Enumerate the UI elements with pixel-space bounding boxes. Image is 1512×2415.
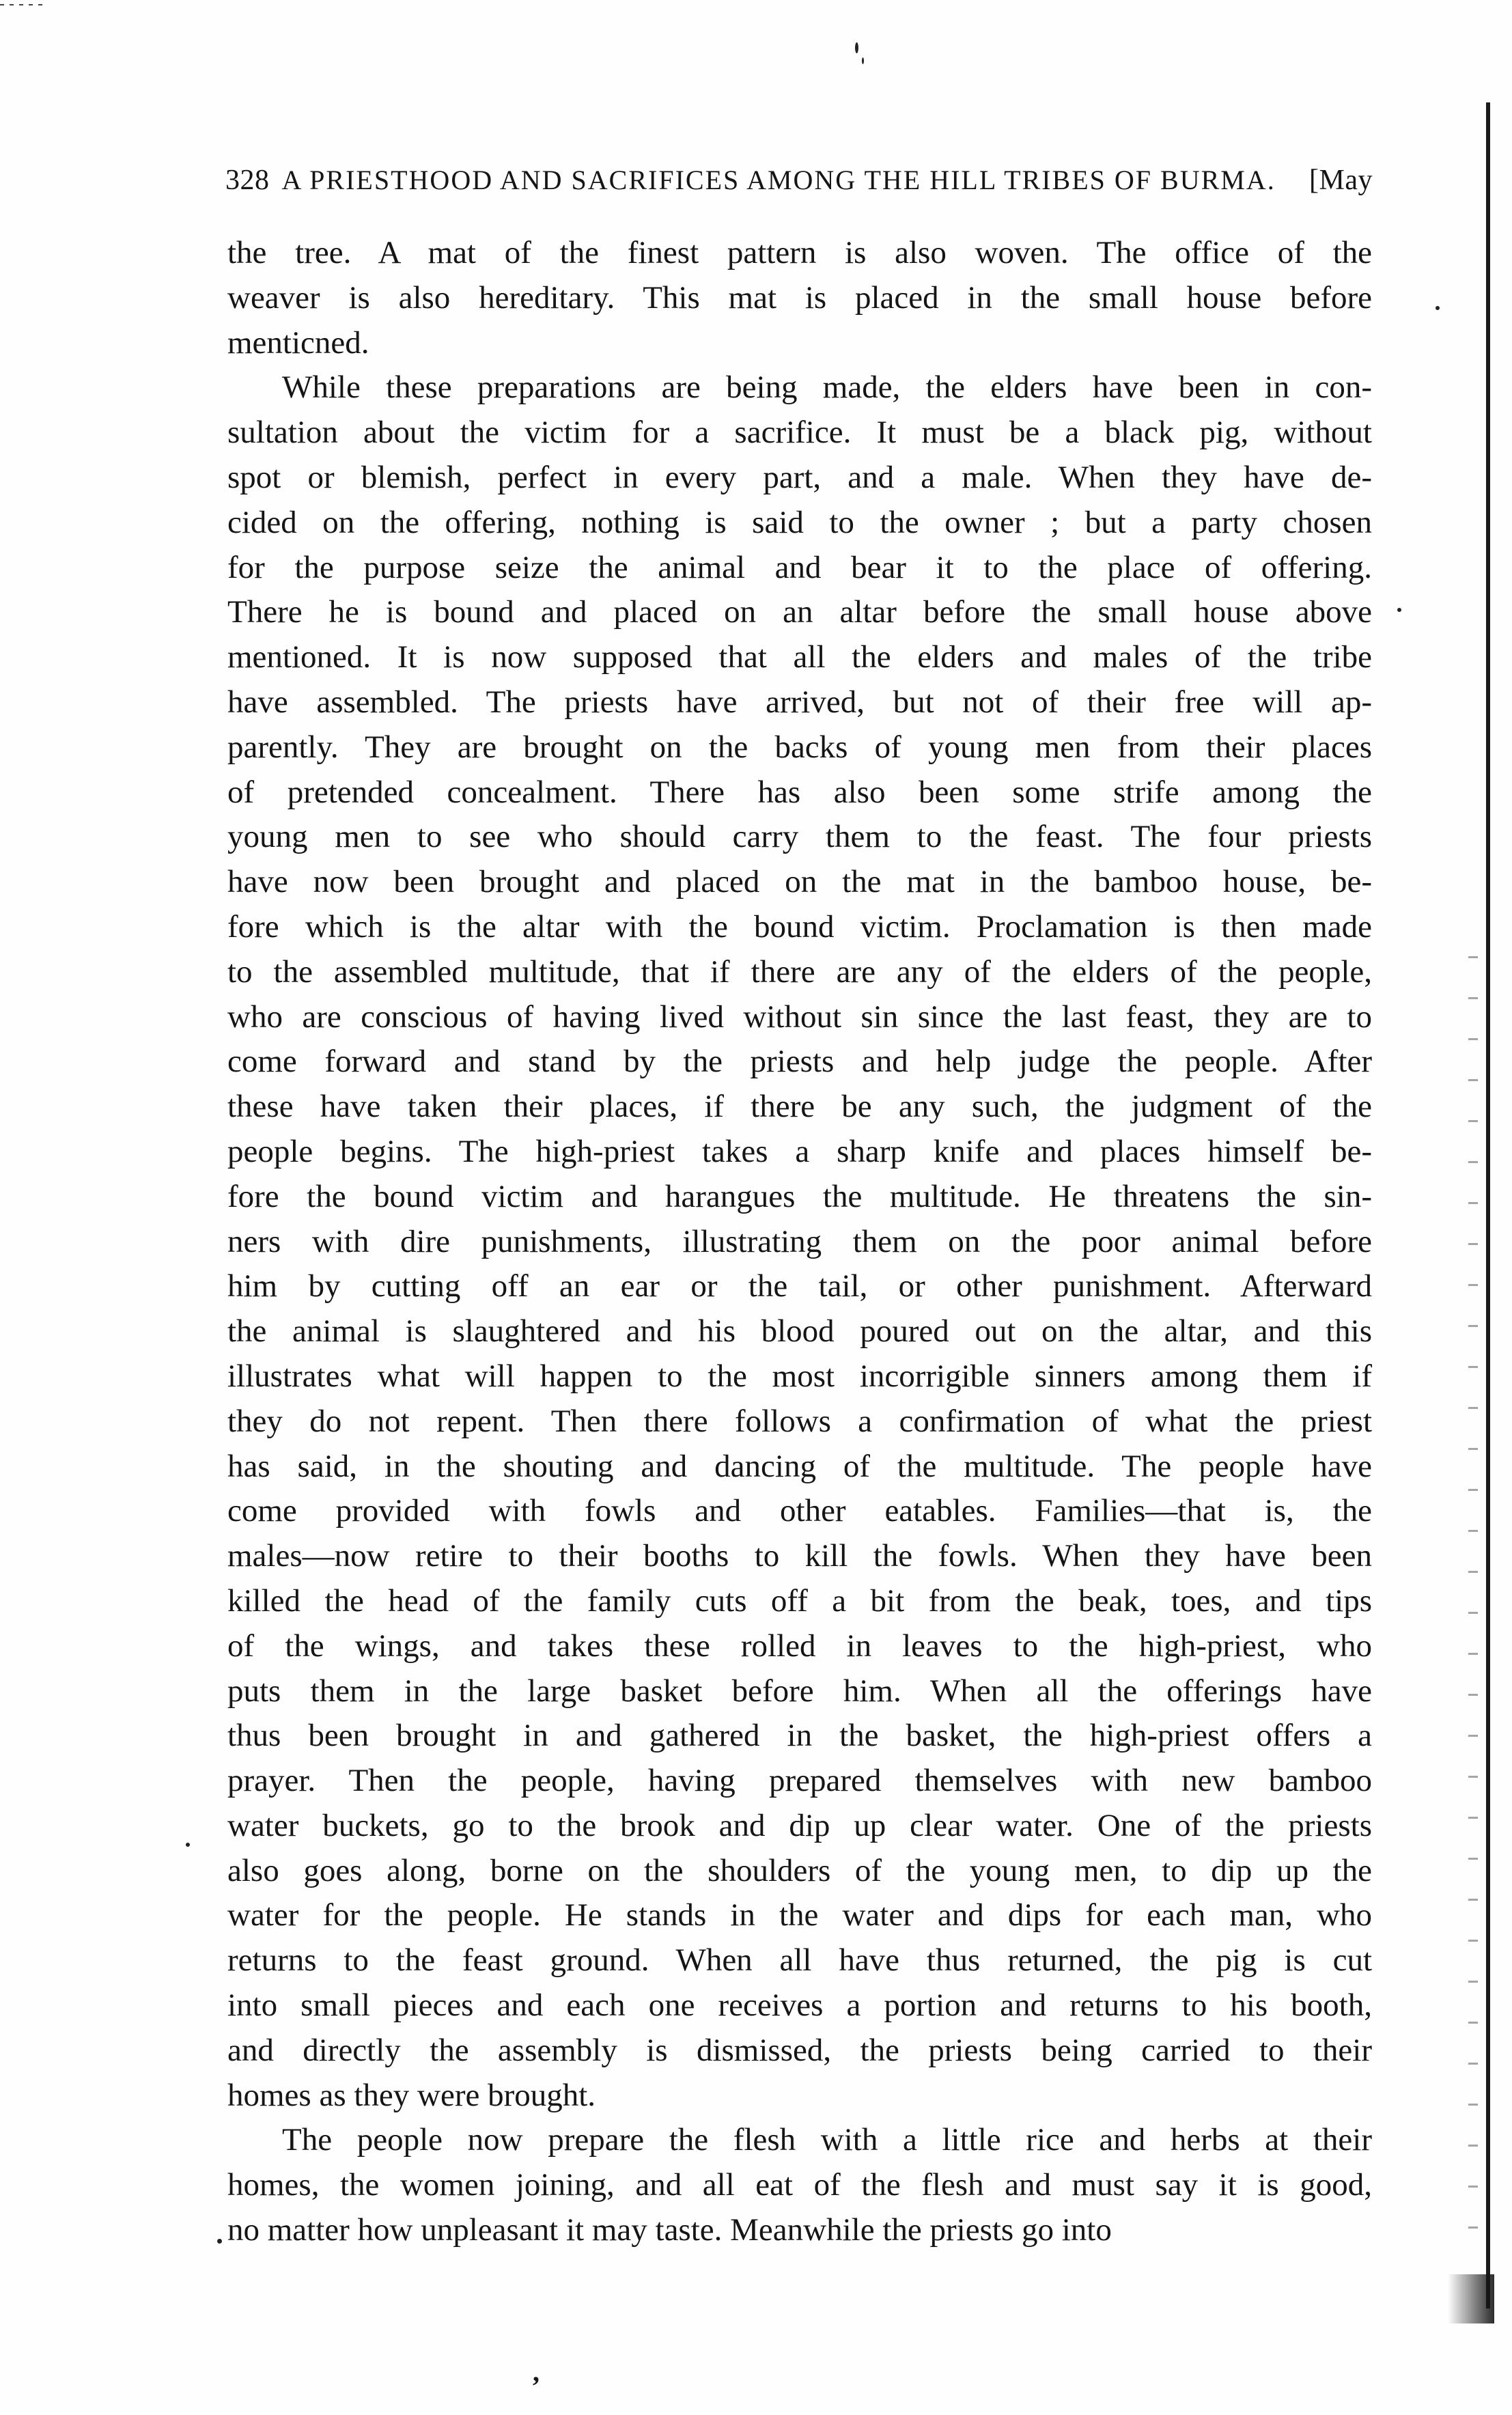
text-line: There he is bound and placed on an altar before the small house above [227,594,1372,630]
article-body [227,231,1372,2253]
text-line: these have taken their places, if there be any such, the judgment of the [227,1089,1372,1125]
scan-speck [1397,608,1401,612]
text-line: come forward and stand by the priests and help judge the people. After [227,1044,1372,1080]
text-line: who are conscious of having lived without sin since the last feast, they are to [227,999,1372,1035]
text-line: also goes along, borne on the shoulders of the young men, to dip up the [227,1852,1372,1888]
paragraph [227,2118,1372,2252]
text-line: homes as they were brought. [227,2077,596,2113]
scan-speck [862,57,864,64]
binding-edge-ticks [1468,956,1478,2254]
text-line: sultation about the victim for a sacrifice. It must be a black pig, without [227,415,1372,451]
text-line: puts them in the large basket before him. When all the offerings have [227,1673,1372,1709]
footer-mark: ’ [531,2371,541,2401]
text-line: they do not repent. Then there follows a confirmation of what the priest [227,1403,1372,1439]
text-line: has said, in the shouting and dancing of the multitude. The people have [227,1448,1372,1484]
scan-edge-marks [0,4,48,5]
text-line: him by cutting off an ear or the tail, or other punishment. Afterward [227,1268,1372,1304]
text-line: prayer. Then the people, having prepared themselves with new bamboo [227,1763,1372,1799]
text-line: mentioned. It is now supposed that all the elders and males of the tribe [227,639,1372,675]
text-line: come provided with fowls and other eatables. Families—that is, the [227,1493,1372,1529]
text-line: of the wings, and takes these rolled in leaves to the high-priest, who [227,1628,1372,1664]
text-line: and directly the assembly is dismissed, the priests being carried to their [227,2032,1372,2068]
page-corner-shadow [1448,2274,1494,2323]
text-line: water buckets, go to the brook and dip up clear water. One of the priests [227,1807,1372,1843]
text-line: fore the bound victim and harangues the multitude. He threatens the sin- [227,1178,1372,1214]
text-line: While these preparations are being made, the elders have been in con- [282,369,1372,406]
running-title: A PRIESTHOOD AND SACRIFICES AMONG THE HILL TRIBES OF BURMA. [281,165,1276,195]
scan-speck [855,42,858,53]
text-line: no matter how unpleasant it may taste. Meanwhile the priests go into [227,2212,1112,2248]
text-line: menticned. [227,324,369,361]
text-line: young men to see who should carry them to the feast. The four priests [227,819,1372,855]
text-line: returns to the feast ground. When all have thus returned, the pig is cut [227,1942,1372,1979]
text-line: cided on the offering, nothing is said to the owner ; but a party chosen [227,504,1372,540]
text-line: water for the people. He stands in the water and dips for each man, who [227,1897,1372,1934]
text-line: fore which is the altar with the bound victim. Proclamation is then made [227,908,1372,945]
paragraph [227,231,1372,365]
text-line: illustrates what will happen to the most incorrigible sinners among them if [227,1358,1372,1394]
header-month: [May [1309,165,1373,196]
text-line: to the assembled multitude, that if there are any of the elders of the people, [227,953,1372,990]
text-line: into small pieces and each one receives a portion and returns to his booth, [227,1987,1372,2024]
text-line: people begins. The high-priest takes a sharp knife and places himself be- [227,1133,1372,1169]
text-line: weaver is also hereditary. This mat is placed in the small house before [227,279,1372,316]
text-line: spot or blemish, perfect in every part, and a male. When they have de- [227,459,1372,495]
text-line: males—now retire to their booths to kill the fowls. When they have been [227,1538,1372,1574]
text-line: ners with dire punishments, illustrating them on the poor animal before [227,1223,1372,1259]
page-number: 328 [225,165,270,196]
text-line: thus been brought in and gathered in the basket, the high-priest offers a [227,1718,1372,1754]
text-line: have assembled. The priests have arrived, but not of their free will ap- [227,684,1372,720]
running-header [225,164,1373,198]
text-line: have now been brought and placed on the mat in the bamboo house, be- [227,864,1372,900]
text-line: for the purpose seize the animal and bear it to the place of offering. [227,549,1372,585]
text-line: killed the head of the family cuts off a bit from the beak, toes, and tips [227,1582,1372,1619]
text-line: homes, the women joining, and all eat of the flesh and must say it is good, [227,2167,1372,2203]
text-line: parently. They are brought on the backs of young men from their places [227,729,1372,765]
text-line: the tree. A mat of the finest pattern is also woven. The office of the [227,235,1372,270]
text-line: the animal is slaughtered and his blood poured out on the altar, and this [227,1313,1372,1350]
scan-speck [217,2239,222,2244]
scan-speck [186,1843,190,1847]
scan-speck [1436,306,1440,310]
paragraph [227,365,1372,2118]
text-line: The people now prepare the flesh with a little rice and herbs at their [282,2122,1372,2158]
page-binding-edge [1486,102,1490,2308]
text-line: of pretended concealment. There has also been some strife among the [227,774,1372,810]
